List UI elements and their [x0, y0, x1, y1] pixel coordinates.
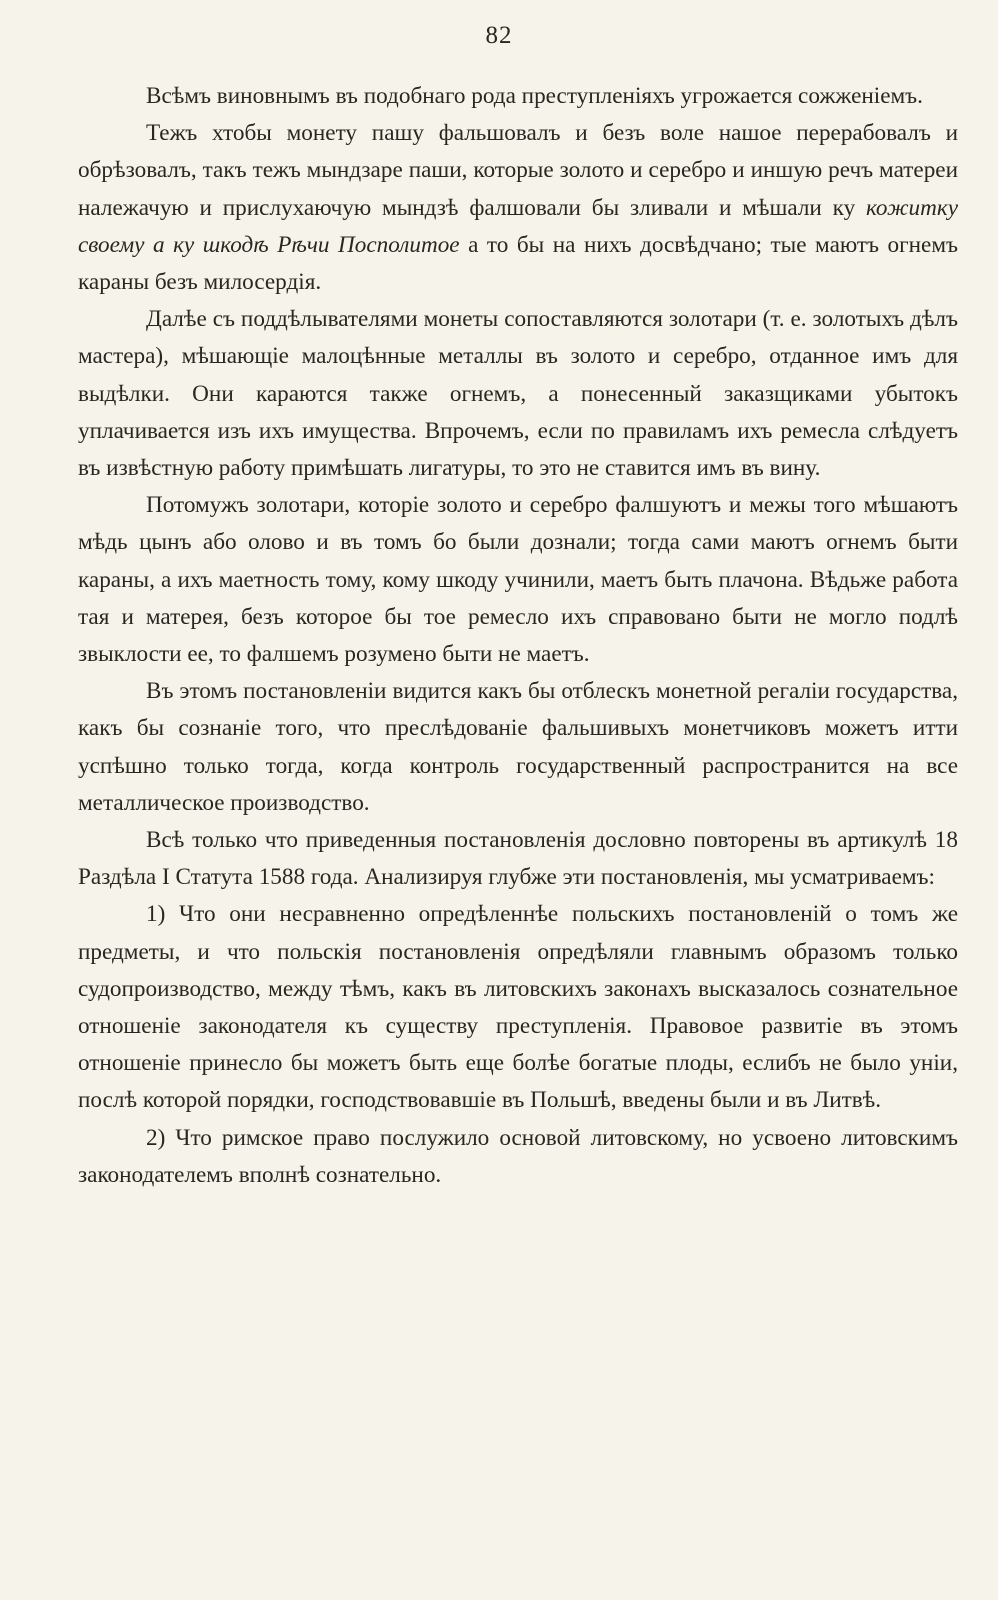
paragraph-1-text: Всѣмъ виновнымъ въ подобнаго рода преступленіяхъ угрожается сожженіемъ. — [146, 83, 923, 109]
paragraph-4-quote — [78, 487, 958, 673]
paragraph-6-text: Всѣ только что приведенныя постановленія дословно повторены въ артикулѣ 18 Раздѣла I Статута 1588 года. Анализируя глубже эти постановленія, мы усматриваемъ: — [78, 827, 958, 891]
paragraph-2-quote — [78, 115, 958, 301]
paragraph-2-italic-phrase: кожитку своему а ку шкодѣ Рѣчи Посполитое — [78, 194, 958, 258]
paragraph-2-text-a: Тежъ хтобы монету пашу фальшовалъ и безъ воле нашое перерабовалъ и обрѣзовалъ, такъ тежъ мындзаре паши, которые золото и серебро и иншую речъ матереи належачую и прислухаючую мындзѣ фалшовали бы зливали и мѣшали ку — [78, 120, 958, 221]
paragraph-6 — [78, 822, 958, 896]
paragraph-8-text: 2) Что римское право послужило основой литовскому, но усвоено литовскимъ законодателемъ вполнѣ сознательно. — [78, 1124, 958, 1188]
page-number: 82 — [485, 22, 513, 49]
paragraph-2-text-b: а то бы на нихъ досвѣдчано; тые маютъ огнемъ караны безъ милосердія. — [78, 231, 958, 296]
paragraph-1 — [78, 78, 958, 115]
paragraph-7-text: 1) Что они несравненно опредѣленнѣе польскихъ постановленій о томъ же предметы, и что польскія постановленія опредѣляли главнымъ образомъ только судопроизводство, между тѣмъ, какъ въ литовскихъ законахъ высказалось сознательное отношеніе законодателя къ существу преступленія. Правовое развитіе въ этомъ отношеніе принесло бы можетъ быть еще болѣе богатые плоды, еслибъ не было уніи, послѣ которой порядки, господствовавшіе въ Польшѣ, введены были и въ Литвѣ. — [78, 901, 958, 1114]
paragraph-8-point-2 — [78, 1120, 958, 1194]
body-text — [78, 78, 958, 1194]
paragraph-5-text: Въ этомъ постановленіи видится какъ бы отблескъ монетной регаліи государства, какъ бы сознаніе того, что преслѣдованіе фальшивыхъ монетчиковъ можетъ итти успѣшно только тогда, когда контроль государственный распространится на все металлическое производство. — [78, 678, 958, 816]
paragraph-3-text: Далѣе съ поддѣлывателями монеты сопоставляются золотари (т. е. золотыхъ дѣлъ мастера), мѣшающіе малоцѣнные металлы въ золото и серебро, отданное имъ для выдѣлки. Они караются также огнемъ, а понесенный заказщиками убытокъ уплачивается изъ ихъ имущества. Впрочемъ, если по правиламъ ихъ ремесла слѣдуетъ въ извѣстную работу примѣшать лигатуры, то это не ставится имъ въ вину. — [78, 306, 958, 482]
paragraph-7-point-1 — [78, 896, 958, 1119]
paragraph-5 — [78, 673, 958, 822]
paragraph-4-text: Потомужъ золотари, которіе золото и серебро фалшуютъ и межы того мѣшаютъ мѣдь цынъ або олово и въ томъ бо были дознали; тогда сами маютъ огнемъ быти караны, а ихъ маетность тому, кому шкоду учинили, маетъ быть плачона. Вѣдьже работа тая и матерея, безъ которое бы тое ремесло ихъ справовано быти не могло подлѣ звыклости ее, то фалшемъ розумено быти не маетъ. — [78, 492, 958, 668]
paragraph-3 — [78, 301, 958, 487]
